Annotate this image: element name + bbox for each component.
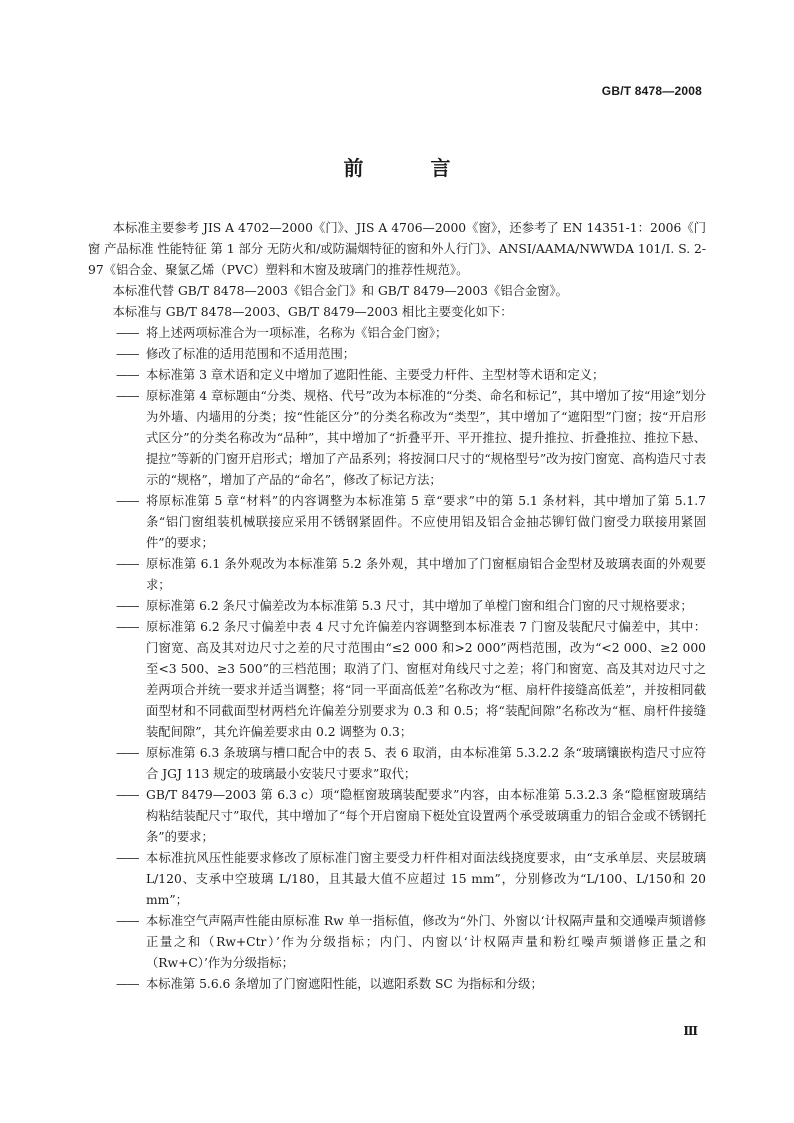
list-item: [88, 596, 706, 617]
list-item-text: 修改了标准的适用范围和不适用范围；: [146, 347, 356, 361]
dash-marker: ——: [116, 620, 139, 634]
dash-marker: ——: [116, 494, 139, 508]
page-number: Ⅲ: [683, 1024, 698, 1038]
intro-paragraph: 本标准代替 GB/T 8478—2003《铝合金门》和 GB/T 8479—2003《铝合金窗》。: [112, 284, 568, 298]
list-item: [88, 344, 706, 365]
list-item-text: 原标准第 6.2 条尺寸偏差改为本标准第 5.3 尺寸，其中增加了单樘门窗和组合门窗的尺寸规格要求；: [146, 599, 693, 613]
list-item: [88, 911, 706, 974]
dash-marker: ——: [116, 788, 139, 802]
list-item: [88, 974, 706, 995]
list-item-text: 原标准第 4 章标题由“分类、规格、代号”改为本标准的“分类、命名和标记”，其中增加了按“用途”划分为外墙、内墙用的分类；按“性能区分”的分类名称改为“类型”，其中增加了“遮阳型”门窗；按“开启形式区分”的分类名称改为“品种”，其中增加了“折叠平开、平开推拉、提升推拉、折叠推拉、推拉下悬、提拉”等新的门窗开启形式；增加了产品系列；将按洞口尺寸的“规格型号”改为按门窗宽、高构造尺寸表示的“规格”，增加了产品的“命名”，修改了标记方法；: [146, 389, 706, 487]
dash-marker: ——: [116, 599, 139, 613]
list-item: [88, 785, 706, 848]
list-item: [88, 323, 706, 344]
dash-marker: ——: [116, 851, 139, 865]
dash-marker: ——: [116, 389, 139, 403]
list-item-text: 原标准第 6.2 条尺寸偏差中表 4 尺寸允许偏差内容调整到本标准表 7 门窗及装配尺寸偏差中，其中：门窗宽、高及其对边尺寸之差的尺寸范围由“≤2 000 和>2 000”两档范围，改为“<2 000、≥2 000 至<3 500、≥3 500”的三档范围；取消了门、窗框对角线尺寸之差；将门和窗宽、高及其对边尺寸之差两项合并统一要求并适当调整；将“同一平面高低差”名称改为“框、扇杆件接缝高低差”，并按相同截面型材和不同截面型材两档允许偏差分别要求为 0.3 和 0.5；将“装配间隙”名称改为“框、扇杆件接缝装配间隙”，其允许偏差要求由 0.2 调整为 0.3；: [146, 620, 706, 739]
standard-code: GB/T 8478—2008: [601, 84, 702, 98]
list-item-text: 将上述两项标准合为一项标准，名称为《铝合金门窗》；: [146, 326, 448, 340]
list-item: [88, 365, 706, 386]
intro-paragraph: 本标准主要参考 JIS A 4702—2000《门》、JIS A 4706—2000《窗》，还参考了 EN 14351-1：2006《门窗 产品标准 性能特征 第 1 部分 无防火和/或防漏烟特征的窗和外人行门》、ANSI/AAMA/NWWDA 101/I. S. 2-97《铝合金、聚氯乙烯（PVC）塑料和木窗及玻璃门的推荐性规范》。: [88, 221, 706, 277]
changes-list: [88, 323, 706, 995]
intro-paragraph: 本标准与 GB/T 8478—2003、GB/T 8479—2003 相比主要变化如下：: [112, 305, 513, 319]
dash-marker: ——: [116, 977, 139, 991]
dash-marker: ——: [116, 914, 139, 928]
dash-marker: ——: [116, 326, 139, 340]
list-item: [88, 848, 706, 911]
dash-marker: ——: [116, 347, 139, 361]
list-item: [88, 617, 706, 743]
list-item: [88, 491, 706, 554]
list-item-text: 本标准第 3 章术语和定义中增加了遮阳性能、主要受力杆件、主型材等术语和定义；: [146, 368, 605, 382]
dash-marker: ——: [116, 746, 139, 760]
dash-marker: ——: [116, 557, 139, 571]
list-item-text: 本标准第 5.6.6 条增加了门窗遮阳性能，以遮阳系数 SC 为指标和分级；: [146, 977, 543, 991]
list-item: [88, 386, 706, 491]
list-item-text: 原标准第 6.3 条玻璃与槽口配合中的表 5、表 6 取消，由本标准第 5.3.2.2 条“玻璃镶嵌构造尺寸应符合 JGJ 113 规定的玻璃最小安装尺寸要求”取代；: [146, 746, 706, 781]
list-item: [88, 743, 706, 785]
dash-marker: ——: [116, 368, 139, 382]
list-item-text: 原标准第 6.1 条外观改为本标准第 5.2 条外观，其中增加了门窗框扇铝合金型材及玻璃表面的外观要求；: [146, 557, 706, 592]
foreword-body: [88, 218, 706, 995]
list-item-text: 将原标准第 5 章“材料”的内容调整为本标准第 5 章“要求”中的第 5.1 条材料，其中增加了第 5.1.7 条“铝门窗组装机械联接应采用不锈钢紧固件。不应使用铝及铝合金抽芯铆钉做门窗受力联接用紧固件”的要求；: [146, 494, 706, 550]
page-title: 前 言: [343, 156, 481, 180]
list-item-text: 本标准空气声隔声性能由原标准 Rw 单一指标值，修改为“外门、外窗以‘计权隔声量和交通噪声频谱修正量之和（Rw+Ctr）’作为分级指标；内门、内窗以‘计权隔声量和粉红噪声频谱修正量之和（Rw+C）’作为分级指标；: [146, 914, 706, 970]
list-item: [88, 554, 706, 596]
list-item-text: GB/T 8479—2003 第 6.3 c）项“隐框窗玻璃装配要求”内容，由本标准第 5.3.2.3 条“隐框窗玻璃结构粘结装配尺寸”取代，其中增加了“每个开启窗扇下梃处宜设置两个承受玻璃重力的铝合金或不锈钢托条”的要求；: [146, 788, 706, 844]
list-item-text: 本标准抗风压性能要求修改了原标准门窗主要受力杆件相对面法线挠度要求，由“支承单层、夹层玻璃 L/120、支承中空玻璃 L/180，且其最大值不应超过 15 mm”，分别修改为“L/100、L/150和 20 mm”；: [146, 851, 706, 907]
